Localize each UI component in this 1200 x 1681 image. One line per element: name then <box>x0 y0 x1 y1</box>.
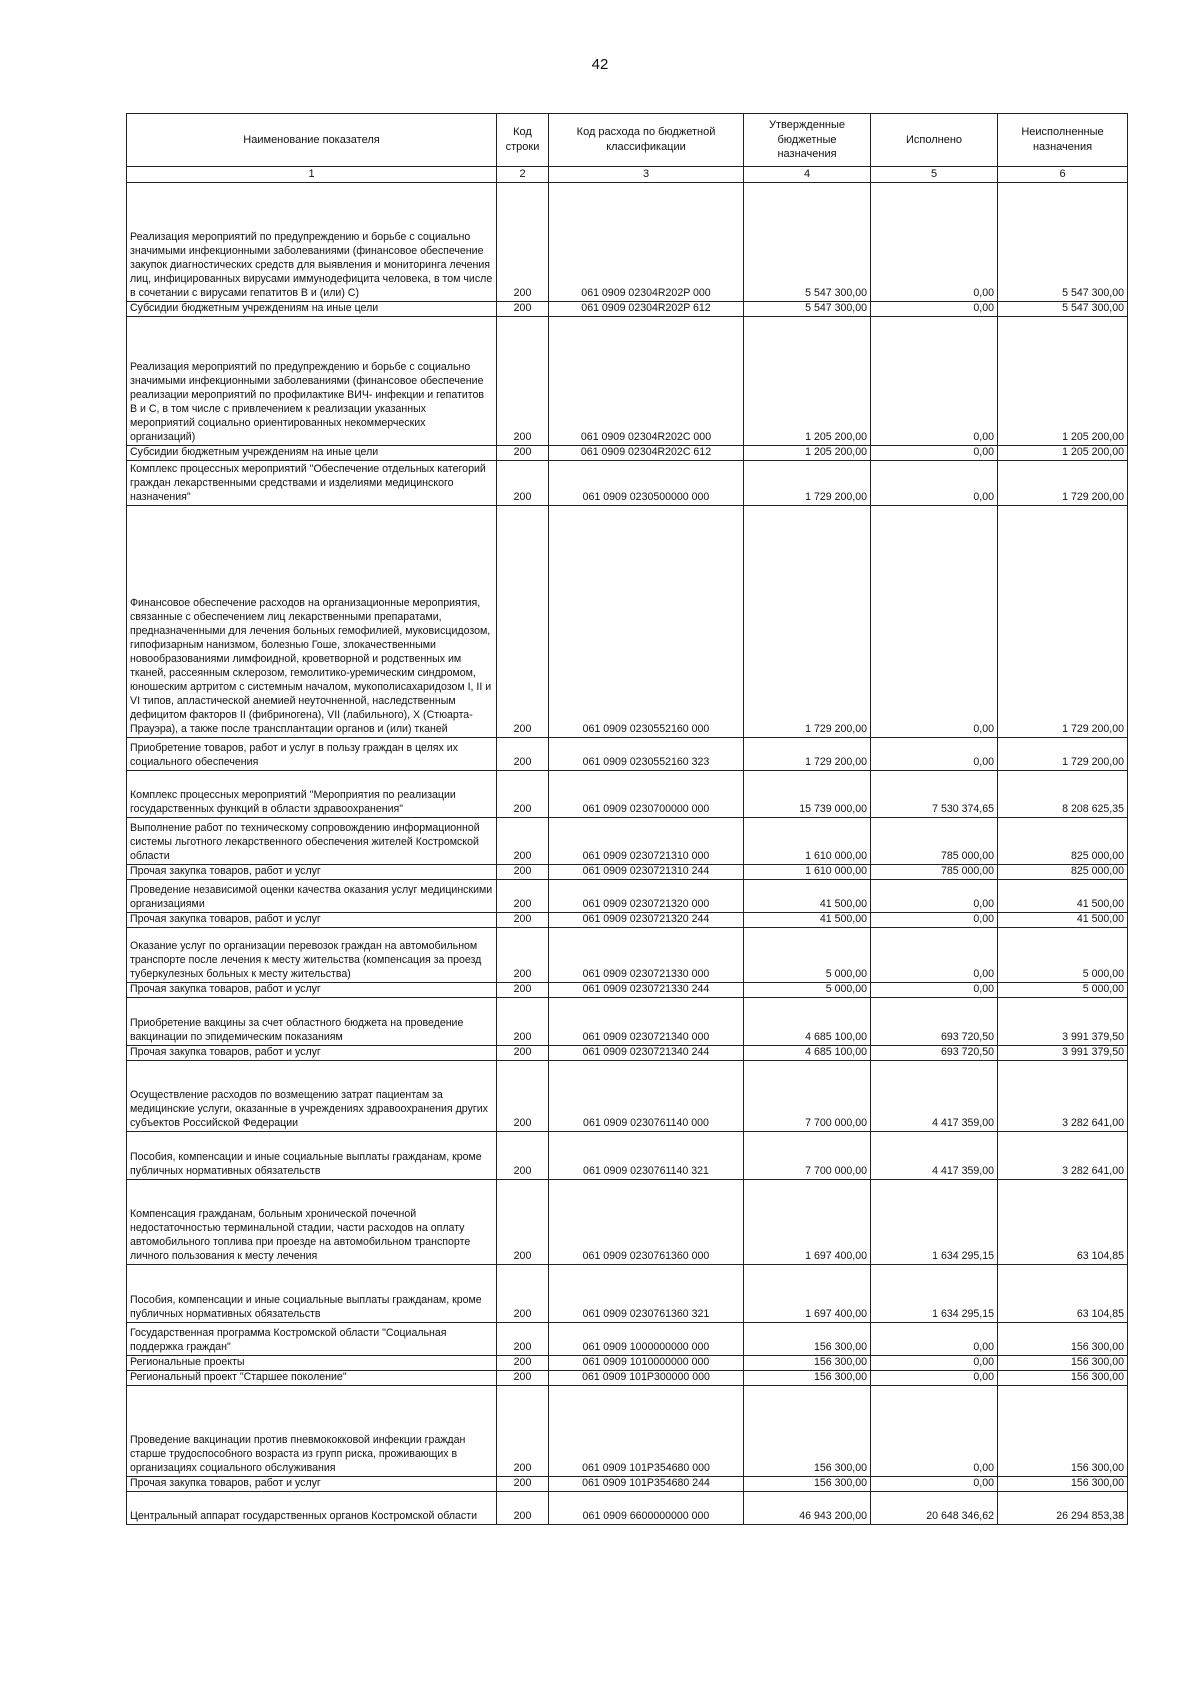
cell-approved: 5 547 300,00 <box>744 302 871 317</box>
header-name: Наименование показателя <box>127 114 497 167</box>
cell-unexecuted: 1 205 200,00 <box>998 446 1128 461</box>
cell-unexecuted: 41 500,00 <box>998 880 1128 913</box>
table-row <box>127 983 1128 998</box>
cell-row-code: 200 <box>497 998 549 1046</box>
cell-approved: 41 500,00 <box>744 880 871 913</box>
table-row <box>127 1265 1128 1323</box>
cell-budget-code: 061 0909 0230761360 321 <box>549 1265 744 1323</box>
cell-executed: 0,00 <box>871 1371 998 1386</box>
cell-executed: 0,00 <box>871 183 998 302</box>
cell-name: Финансовое обеспечение расходов на организационные мероприятия, связанные с обеспечением лиц лекарственными препаратами, предназначенными для лечения больных гемофилией, муковисцидозом, гипофизарным нанизмом, болезнью Гоше, злокачественными новообразованиями лимфоидной, кроветворной и родственных им тканей, рассеянным склерозом, гемолитико-уремическим синдромом, юношеским артритом с системным началом, мукополисахаридозом I, II и VI типов, апластической анемией неуточненной, наследственным дефицитом факторов II (фибриногена), VII (лабильного), X (Стюарта-Прауэра), а также после трансплантации органов и (или) тканей <box>127 506 497 738</box>
table-row <box>127 1386 1128 1477</box>
header-approved: Утвержденные бюджетные назначения <box>744 114 871 167</box>
cell-executed: 0,00 <box>871 302 998 317</box>
cell-unexecuted: 156 300,00 <box>998 1477 1128 1492</box>
table-row <box>127 506 1128 738</box>
cell-budget-code: 061 0909 0230721320 244 <box>549 913 744 928</box>
table-row <box>127 1477 1128 1492</box>
cell-approved: 156 300,00 <box>744 1356 871 1371</box>
cell-name: Проведение вакцинации против пневмококковой инфекции граждан старше трудоспособного возраста из групп риска, проживающих в организациях социального обслуживания <box>127 1386 497 1477</box>
cell-row-code: 200 <box>497 913 549 928</box>
cell-approved: 4 685 100,00 <box>744 998 871 1046</box>
table-row <box>127 302 1128 317</box>
cell-row-code: 200 <box>497 461 549 506</box>
cell-unexecuted: 5 000,00 <box>998 983 1128 998</box>
cell-name: Субсидии бюджетным учреждениям на иные цели <box>127 302 497 317</box>
column-number: 3 <box>549 167 744 183</box>
cell-approved: 156 300,00 <box>744 1386 871 1477</box>
cell-budget-code: 061 0909 0230721330 000 <box>549 928 744 983</box>
cell-unexecuted: 3 991 379,50 <box>998 1046 1128 1061</box>
cell-row-code: 200 <box>497 317 549 446</box>
cell-row-code: 200 <box>497 983 549 998</box>
table-row <box>127 998 1128 1046</box>
cell-unexecuted: 5 000,00 <box>998 928 1128 983</box>
cell-name: Комплекс процессных мероприятий "Мероприятия по реализации государственных функций в области здравоохранения" <box>127 771 497 818</box>
cell-budget-code: 061 0909 02304R202P 612 <box>549 302 744 317</box>
table-row <box>127 928 1128 983</box>
cell-executed: 0,00 <box>871 1356 998 1371</box>
cell-unexecuted: 825 000,00 <box>998 818 1128 865</box>
cell-approved: 7 700 000,00 <box>744 1061 871 1132</box>
cell-unexecuted: 63 104,85 <box>998 1265 1128 1323</box>
cell-row-code: 200 <box>497 1061 549 1132</box>
cell-unexecuted: 156 300,00 <box>998 1356 1128 1371</box>
table-row <box>127 1371 1128 1386</box>
cell-name: Проведение независимой оценки качества оказания услуг медицинскими организациями <box>127 880 497 913</box>
cell-name: Приобретение вакцины за счет областного бюджета на проведение вакцинации по эпидемическим показаниям <box>127 998 497 1046</box>
cell-unexecuted: 1 729 200,00 <box>998 461 1128 506</box>
cell-executed: 0,00 <box>871 506 998 738</box>
cell-budget-code: 061 0909 0230552160 323 <box>549 738 744 771</box>
cell-budget-code: 061 0909 0230721330 244 <box>549 983 744 998</box>
cell-name: Комплекс процессных мероприятий "Обеспечение отдельных категорий граждан лекарственными средствами и изделиями медицинского назначения" <box>127 461 497 506</box>
table-row <box>127 1132 1128 1180</box>
cell-executed: 785 000,00 <box>871 818 998 865</box>
cell-row-code: 200 <box>497 446 549 461</box>
table-row <box>127 738 1128 771</box>
cell-unexecuted: 1 729 200,00 <box>998 506 1128 738</box>
cell-budget-code: 061 0909 0230500000 000 <box>549 461 744 506</box>
header-executed: Исполнено <box>871 114 998 167</box>
cell-row-code: 200 <box>497 1356 549 1371</box>
cell-name: Субсидии бюджетным учреждениям на иные цели <box>127 446 497 461</box>
cell-executed: 0,00 <box>871 880 998 913</box>
cell-approved: 1 729 200,00 <box>744 738 871 771</box>
cell-row-code: 200 <box>497 1046 549 1061</box>
table-row <box>127 913 1128 928</box>
cell-row-code: 200 <box>497 1180 549 1265</box>
cell-unexecuted: 3 991 379,50 <box>998 998 1128 1046</box>
cell-budget-code: 061 0909 0230700000 000 <box>549 771 744 818</box>
cell-budget-code: 061 0909 101P354680 000 <box>549 1386 744 1477</box>
column-number: 5 <box>871 167 998 183</box>
cell-unexecuted: 41 500,00 <box>998 913 1128 928</box>
column-number: 6 <box>998 167 1128 183</box>
cell-approved: 1 697 400,00 <box>744 1180 871 1265</box>
cell-name: Прочая закупка товаров, работ и услуг <box>127 983 497 998</box>
cell-budget-code: 061 0909 02304R202C 612 <box>549 446 744 461</box>
cell-row-code: 200 <box>497 1477 549 1492</box>
cell-approved: 1 729 200,00 <box>744 461 871 506</box>
table-row <box>127 446 1128 461</box>
cell-unexecuted: 3 282 641,00 <box>998 1132 1128 1180</box>
cell-approved: 156 300,00 <box>744 1477 871 1492</box>
cell-executed: 693 720,50 <box>871 998 998 1046</box>
cell-name: Приобретение товаров, работ и услуг в пользу граждан в целях их социального обеспечения <box>127 738 497 771</box>
cell-row-code: 200 <box>497 506 549 738</box>
cell-approved: 41 500,00 <box>744 913 871 928</box>
table-row <box>127 461 1128 506</box>
cell-name: Осуществление расходов по возмещению затрат пациентам за медицинские услуги, оказанные в учреждениях здравоохранения других субъектов Российской Федерации <box>127 1061 497 1132</box>
cell-executed: 4 417 359,00 <box>871 1132 998 1180</box>
cell-approved: 7 700 000,00 <box>744 1132 871 1180</box>
cell-approved: 1 610 000,00 <box>744 818 871 865</box>
cell-name: Региональные проекты <box>127 1356 497 1371</box>
cell-budget-code: 061 0909 0230721320 000 <box>549 880 744 913</box>
cell-approved: 1 729 200,00 <box>744 506 871 738</box>
column-number-row <box>127 167 1128 183</box>
cell-name: Оказание услуг по организации перевозок граждан на автомобильном транспорте после лечения к месту жительства (компенсация за проезд туберкулезных больных к месту жительства) <box>127 928 497 983</box>
column-number: 1 <box>127 167 497 183</box>
cell-budget-code: 061 0909 0230761140 000 <box>549 1061 744 1132</box>
column-number: 4 <box>744 167 871 183</box>
cell-budget-code: 061 0909 0230721310 244 <box>549 865 744 880</box>
table-row <box>127 880 1128 913</box>
cell-name: Компенсация гражданам, больным хронической почечной недостаточностью терминальной стадии, части расходов на оплату автомобильного топлива при проезде на автомобильном транспорте личного пользования к месту лечения <box>127 1180 497 1265</box>
cell-approved: 46 943 200,00 <box>744 1492 871 1525</box>
cell-row-code: 200 <box>497 302 549 317</box>
cell-unexecuted: 8 208 625,35 <box>998 771 1128 818</box>
column-number: 2 <box>497 167 549 183</box>
cell-unexecuted: 5 547 300,00 <box>998 302 1128 317</box>
table-row <box>127 1180 1128 1265</box>
cell-executed: 0,00 <box>871 1386 998 1477</box>
cell-name: Прочая закупка товаров, работ и услуг <box>127 865 497 880</box>
cell-approved: 1 697 400,00 <box>744 1265 871 1323</box>
cell-unexecuted: 1 729 200,00 <box>998 738 1128 771</box>
cell-unexecuted: 63 104,85 <box>998 1180 1128 1265</box>
table-header-row <box>127 114 1128 167</box>
cell-approved: 156 300,00 <box>744 1323 871 1356</box>
table-row <box>127 1323 1128 1356</box>
cell-unexecuted: 3 282 641,00 <box>998 1061 1128 1132</box>
table-row <box>127 1492 1128 1525</box>
cell-budget-code: 061 0909 101P300000 000 <box>549 1371 744 1386</box>
table-body <box>127 183 1128 1525</box>
cell-approved: 1 610 000,00 <box>744 865 871 880</box>
table-row <box>127 317 1128 446</box>
cell-budget-code: 061 0909 02304R202C 000 <box>549 317 744 446</box>
table-row <box>127 1046 1128 1061</box>
cell-name: Государственная программа Костромской области "Социальная поддержка граждан" <box>127 1323 497 1356</box>
cell-row-code: 200 <box>497 818 549 865</box>
cell-budget-code: 061 0909 0230721340 000 <box>549 998 744 1046</box>
cell-executed: 1 634 295,15 <box>871 1265 998 1323</box>
table-row <box>127 818 1128 865</box>
cell-name: Реализация мероприятий по предупреждению и борьбе с социально значимыми инфекционными заболеваниями (финансовое обеспечение закупок диагностических средств для выявления и мониторинга лечения лиц, инфицированных вирусами иммунодефицита человека, в том числе в сочетании с вирусами гепатитов B и (или) C) <box>127 183 497 302</box>
cell-name: Прочая закупка товаров, работ и услуг <box>127 1477 497 1492</box>
cell-executed: 0,00 <box>871 1323 998 1356</box>
cell-name: Выполнение работ по техническому сопровождению информационной системы льготного лекарственного обеспечения жителей Костромской области <box>127 818 497 865</box>
cell-unexecuted: 5 547 300,00 <box>998 183 1128 302</box>
cell-unexecuted: 156 300,00 <box>998 1323 1128 1356</box>
cell-budget-code: 061 0909 1000000000 000 <box>549 1323 744 1356</box>
cell-executed: 693 720,50 <box>871 1046 998 1061</box>
cell-name: Реализация мероприятий по предупреждению и борьбе с социально значимыми инфекционными заболеваниями (финансовое обеспечение реализации мероприятий по профилактике ВИЧ- инфекции и гепатитов B и C, в том числе с привлечением к реализации указанных мероприятий социально ориентированных некоммерческих организаций) <box>127 317 497 446</box>
cell-executed: 0,00 <box>871 913 998 928</box>
table-row <box>127 183 1128 302</box>
cell-name: Прочая закупка товаров, работ и услуг <box>127 913 497 928</box>
cell-row-code: 200 <box>497 183 549 302</box>
cell-row-code: 200 <box>497 928 549 983</box>
cell-executed: 0,00 <box>871 317 998 446</box>
cell-executed: 0,00 <box>871 928 998 983</box>
cell-approved: 5 000,00 <box>744 983 871 998</box>
cell-approved: 5 000,00 <box>744 928 871 983</box>
cell-name: Центральный аппарат государственных органов Костромской области <box>127 1492 497 1525</box>
cell-row-code: 200 <box>497 1492 549 1525</box>
budget-execution-table <box>126 113 1128 1525</box>
cell-budget-code: 061 0909 0230761140 321 <box>549 1132 744 1180</box>
page-number: 42 <box>591 56 609 73</box>
cell-name: Региональный проект "Старшее поколение" <box>127 1371 497 1386</box>
cell-budget-code: 061 0909 0230761360 000 <box>549 1180 744 1265</box>
cell-budget-code: 061 0909 02304R202P 000 <box>549 183 744 302</box>
header-unexecuted: Неисполненные назначения <box>998 114 1128 167</box>
cell-executed: 4 417 359,00 <box>871 1061 998 1132</box>
cell-budget-code: 061 0909 0230721340 244 <box>549 1046 744 1061</box>
cell-row-code: 200 <box>497 865 549 880</box>
cell-name: Пособия, компенсации и иные социальные выплаты гражданам, кроме публичных нормативных обязательств <box>127 1265 497 1323</box>
cell-approved: 15 739 000,00 <box>744 771 871 818</box>
cell-unexecuted: 156 300,00 <box>998 1371 1128 1386</box>
cell-name: Пособия, компенсации и иные социальные выплаты гражданам, кроме публичных нормативных обязательств <box>127 1132 497 1180</box>
table-row <box>127 1356 1128 1371</box>
cell-executed: 0,00 <box>871 461 998 506</box>
cell-row-code: 200 <box>497 1265 549 1323</box>
cell-budget-code: 061 0909 0230721310 000 <box>549 818 744 865</box>
cell-unexecuted: 26 294 853,38 <box>998 1492 1128 1525</box>
cell-unexecuted: 1 205 200,00 <box>998 317 1128 446</box>
cell-row-code: 200 <box>497 1386 549 1477</box>
header-row-code: Код строки <box>497 114 549 167</box>
table-row <box>127 1061 1128 1132</box>
cell-budget-code: 061 0909 101P354680 244 <box>549 1477 744 1492</box>
cell-approved: 5 547 300,00 <box>744 183 871 302</box>
cell-approved: 1 205 200,00 <box>744 317 871 446</box>
cell-approved: 156 300,00 <box>744 1371 871 1386</box>
cell-executed: 0,00 <box>871 738 998 771</box>
cell-budget-code: 061 0909 6600000000 000 <box>549 1492 744 1525</box>
cell-budget-code: 061 0909 0230552160 000 <box>549 506 744 738</box>
cell-executed: 0,00 <box>871 446 998 461</box>
table-row <box>127 771 1128 818</box>
table-row <box>127 865 1128 880</box>
cell-executed: 0,00 <box>871 1477 998 1492</box>
cell-row-code: 200 <box>497 771 549 818</box>
cell-executed: 1 634 295,15 <box>871 1180 998 1265</box>
cell-row-code: 200 <box>497 1323 549 1356</box>
cell-row-code: 200 <box>497 1132 549 1180</box>
cell-row-code: 200 <box>497 880 549 913</box>
cell-approved: 1 205 200,00 <box>744 446 871 461</box>
cell-approved: 4 685 100,00 <box>744 1046 871 1061</box>
cell-row-code: 200 <box>497 738 549 771</box>
cell-executed: 20 648 346,62 <box>871 1492 998 1525</box>
cell-unexecuted: 825 000,00 <box>998 865 1128 880</box>
cell-row-code: 200 <box>497 1371 549 1386</box>
cell-executed: 7 530 374,65 <box>871 771 998 818</box>
header-budget-code: Код расхода по бюджетной классификации <box>549 114 744 167</box>
cell-unexecuted: 156 300,00 <box>998 1386 1128 1477</box>
cell-executed: 0,00 <box>871 983 998 998</box>
cell-executed: 785 000,00 <box>871 865 998 880</box>
cell-budget-code: 061 0909 1010000000 000 <box>549 1356 744 1371</box>
cell-name: Прочая закупка товаров, работ и услуг <box>127 1046 497 1061</box>
